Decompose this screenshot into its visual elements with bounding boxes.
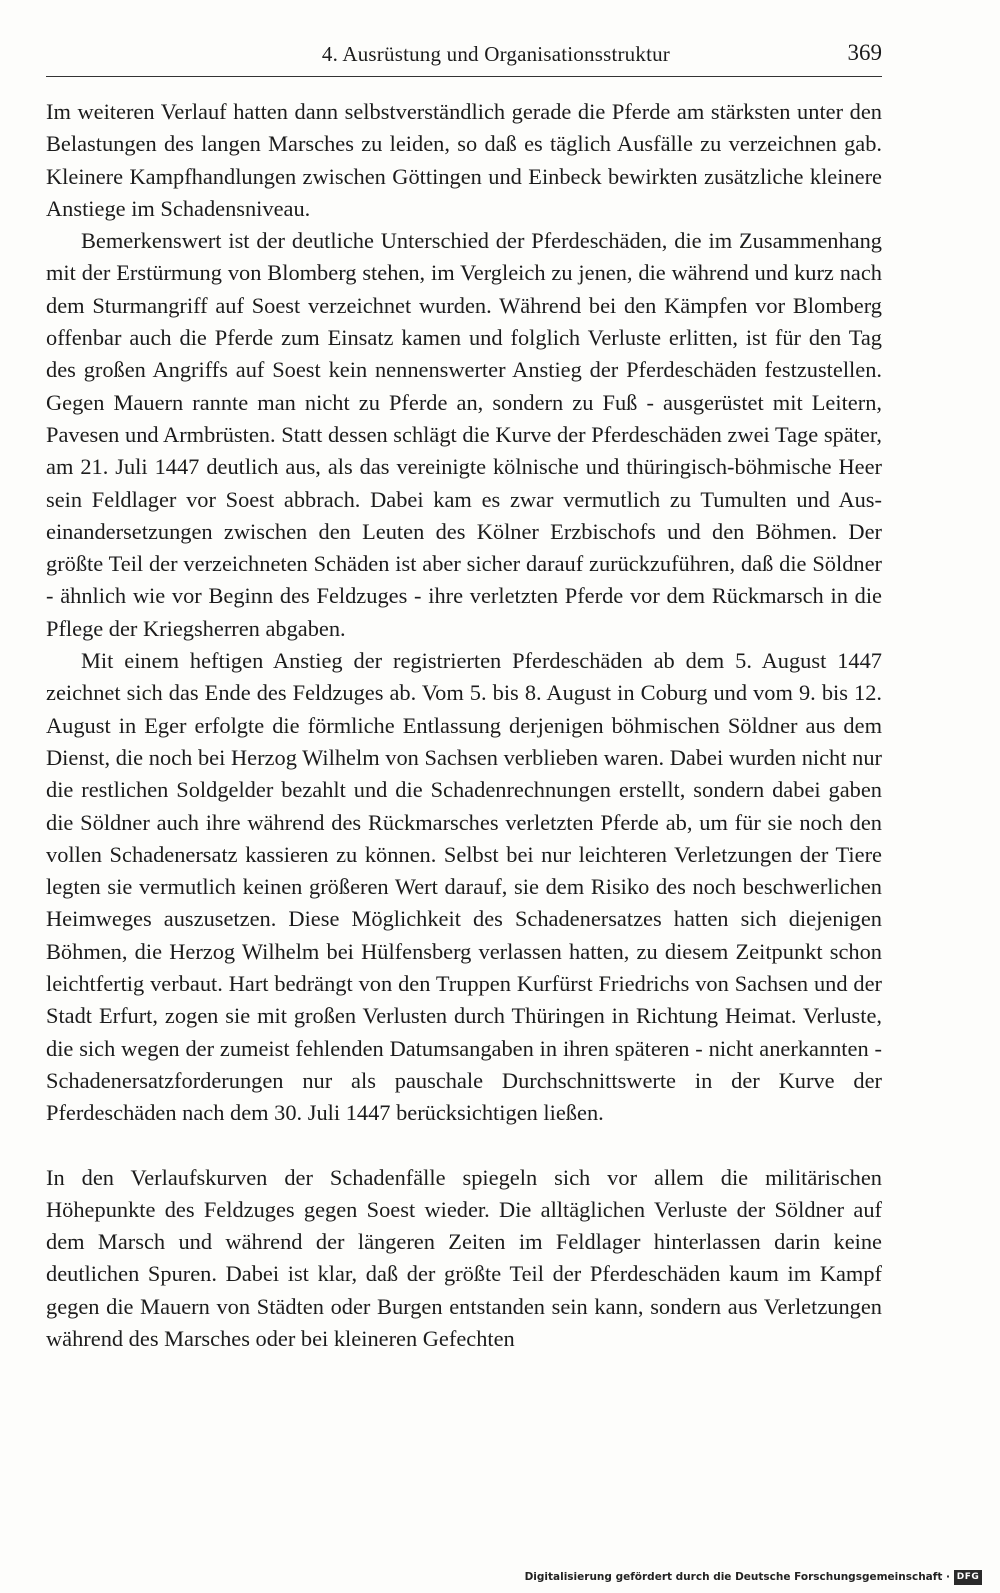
paragraph-3: Mit einem heftigen Anstieg der registrierten Pferdeschäden ab dem 5. August 1447 zeichnet sich das Ende des Feldzuges ab. Vom 5. bis 8. August in Coburg und vom 9. bis 12. August in Eger erfolgte die förmliche Entlassung derjenigen böhmischen Söldner aus dem Dienst, die noch bei Herzog Wilhelm von Sachsen verblieben waren. Dabei wurden nicht nur die restlichen Soldgelder bezahlt und die Schadenrechnungen erstellt, sondern dabei gaben die Söldner auch ihre während des Rückmarsches verletzten Pferde ab, um für sie noch den vollen Schadenersatz kassieren zu können. Selbst bei nur leichteren Verletzungen der Tiere legten sie vermutlich keinen größeren Wert darauf, sie dem Risiko des noch beschwerlichen Heimweges auszusetzen. Diese Möglichkeit des Schadenersatzes hatten sich diejenigen Böhmen, die Herzog Wilhelm bei Hülfensberg verlassen hatten, zu diesem Zeitpunkt schon leichtfertig verbaut. Hart bedrängt von den Truppen Kurfürst Friedrichs von Sachsen und der Stadt Erfurt, zogen sie mit großen Verlusten durch Thüringen in Richtung Heimat. Verluste, die sich wegen der zumeist fehlenden Datumsangaben in ihren späteren - nicht anerkannten - Schadenersatzforderungen nur als pauschale Durchschnittswerte in der Kurve der Pferdeschäden nach dem 30. Juli 1447 berücksichtigen ließen. (46, 648, 882, 1126)
body-text (46, 96, 882, 1355)
credit-separator: · (942, 1571, 950, 1583)
paragraph-1: Im weiteren Verlauf hatten dann selbstverständlich gerade die Pferde am stärksten unter den Belastungen des langen Marsches zu leiden, so daß es täglich Ausfälle zu verzeichnen gab. Kleinere Kampfhandlungen zwischen Göttingen und Einbeck bewirkten zusätzliche kleinere Anstiege im Schadensniveau. (46, 99, 882, 221)
paragraph-2: Bemerkenswert ist der deutliche Unterschied der Pferdeschäden, die im Zusammenhang mit der Erstürmung von Blomberg stehen, im Vergleich zu jenen, die während und kurz nach dem Sturmangriff auf Soest verzeichnet wurden. Während bei den Kämpfen vor Blomberg offenbar auch die Pferde zum Einsatz kamen und folglich Verluste erlitten, ist für den Tag des großen Angriffs auf Soest kein nennenswerter Anstieg der Pferdeschäden festzustellen. Gegen Mauern rannte man nicht zu Pferde an, sondern zu Fuß - ausgerüstet mit Leitern, Pavesen und Armbrüsten. Statt dessen schlägt die Kurve der Pferdeschäden zwei Tage später, am 21. Juli 1447 deutlich aus, als das vereinigte kölnische und thüringisch-böhmische Heer sein Feldlager vor Soest abbrach. Dabei kam es zwar vermutlich zu Tumulten und Auseinandersetzungen zwischen den Leuten des Kölner Erzbischofs und den Böhmen. Der größte Teil der verzeichneten Schäden ist aber sicher darauf zurückzuführen, daß die Söldner - ähnlich wie vor Beginn des Feldzuges - ihre verletzten Pferde vor dem Rückmarsch in die Pflege der Kriegsherren abgaben. (46, 228, 882, 641)
chapter-title: 4. Ausrüstung und Organisationsstruktur (321, 42, 670, 66)
page-number: 369 (847, 40, 882, 65)
paragraph-4: In den Verlaufskurven der Schadenfälle spiegeln sich vor allem die militärischen Höhepunkte des Feldzuges gegen Soest wieder. Die alltäglichen Verluste der Söldner auf dem Marsch und während der längeren Zeiten im Feldlager hinterlassen darin keine deutlichen Spuren. Dabei ist klar, daß der größte Teil der Pferdeschäden kaum im Kampf gegen die Mauern von Städten oder Burgen entstanden sein kann, sondern aus Verletzungen während des Marsches oder bei kleineren Gefechten (46, 1164, 882, 1351)
digitization-credit (525, 1571, 950, 1583)
dfg-logo-icon: DFG (954, 1570, 982, 1585)
digitization-credit-text: Digitalisierung gefördert durch die Deutsche Forschungsgemeinschaft (524, 1571, 943, 1583)
running-header (46, 38, 882, 77)
